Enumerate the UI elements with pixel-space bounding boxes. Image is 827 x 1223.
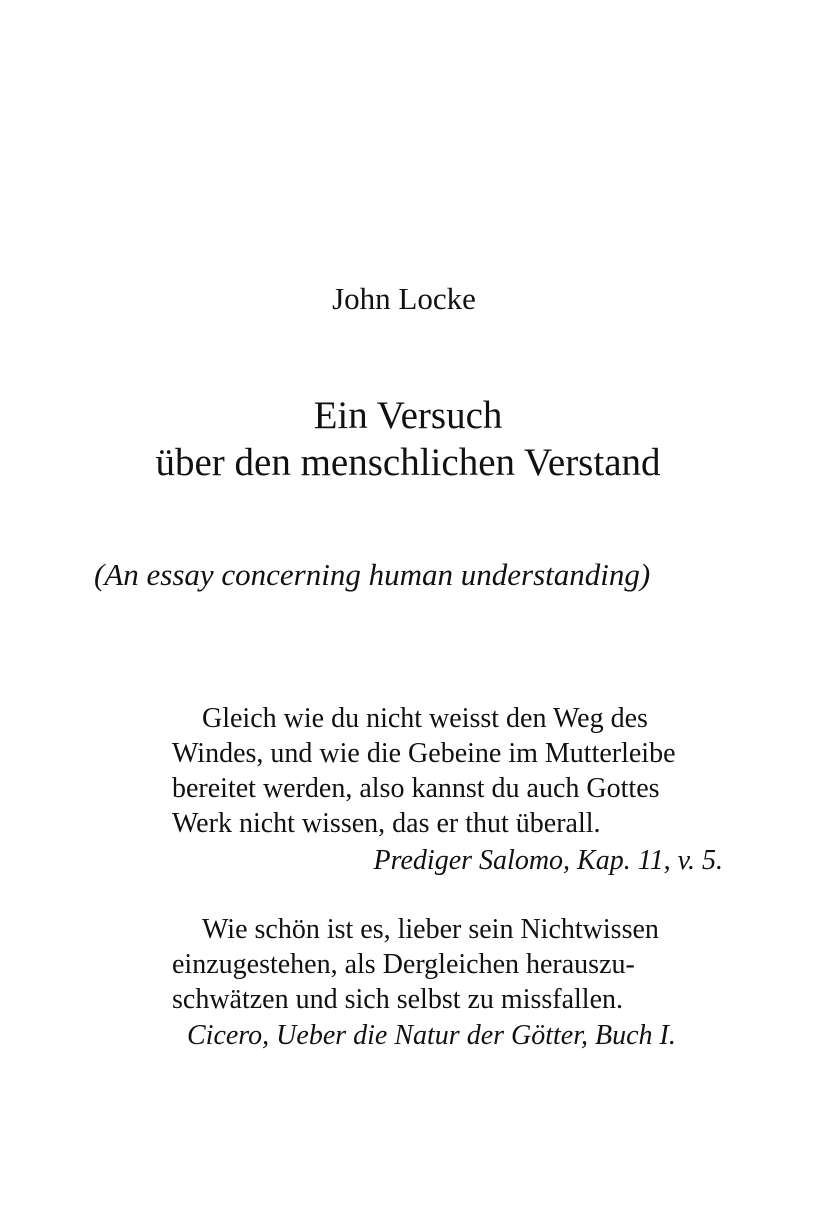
author-name: John Locke — [332, 281, 476, 316]
epigraph-line: schwätzen und sich selbst zu missfallen. — [172, 984, 624, 1015]
epigraph-line: einzugestehen, als Dergleichen herauszu- — [172, 949, 635, 980]
epigraph-ecclesiastes — [172, 701, 676, 841]
epigraph-line: Windes, und wie die Gebeine im Mutterleibe — [172, 738, 676, 769]
title-line-1: Ein Versuch — [313, 394, 503, 437]
book-title — [0, 392, 816, 486]
epigraph-attribution-ecclesiastes: Prediger Salomo, Kap. 11, v. 5. — [373, 845, 723, 876]
english-subtitle: (An essay concerning human understanding) — [94, 557, 651, 592]
epigraph-line: Werk nicht wissen, das er thut überall. — [172, 808, 601, 839]
epigraph-cicero — [172, 912, 659, 1017]
title-line-2: über den menschlichen Verstand — [155, 441, 661, 484]
epigraph-line: Wie schön ist es, lieber sein Nichtwissen — [202, 914, 659, 945]
epigraph-attribution-cicero: Cicero, Ueber die Natur der Götter, Buch I. — [187, 1020, 676, 1051]
epigraph-line: Gleich wie du nicht weisst den Weg des — [202, 703, 648, 734]
epigraph-line: bereitet werden, also kannst du auch Gottes — [172, 773, 660, 804]
